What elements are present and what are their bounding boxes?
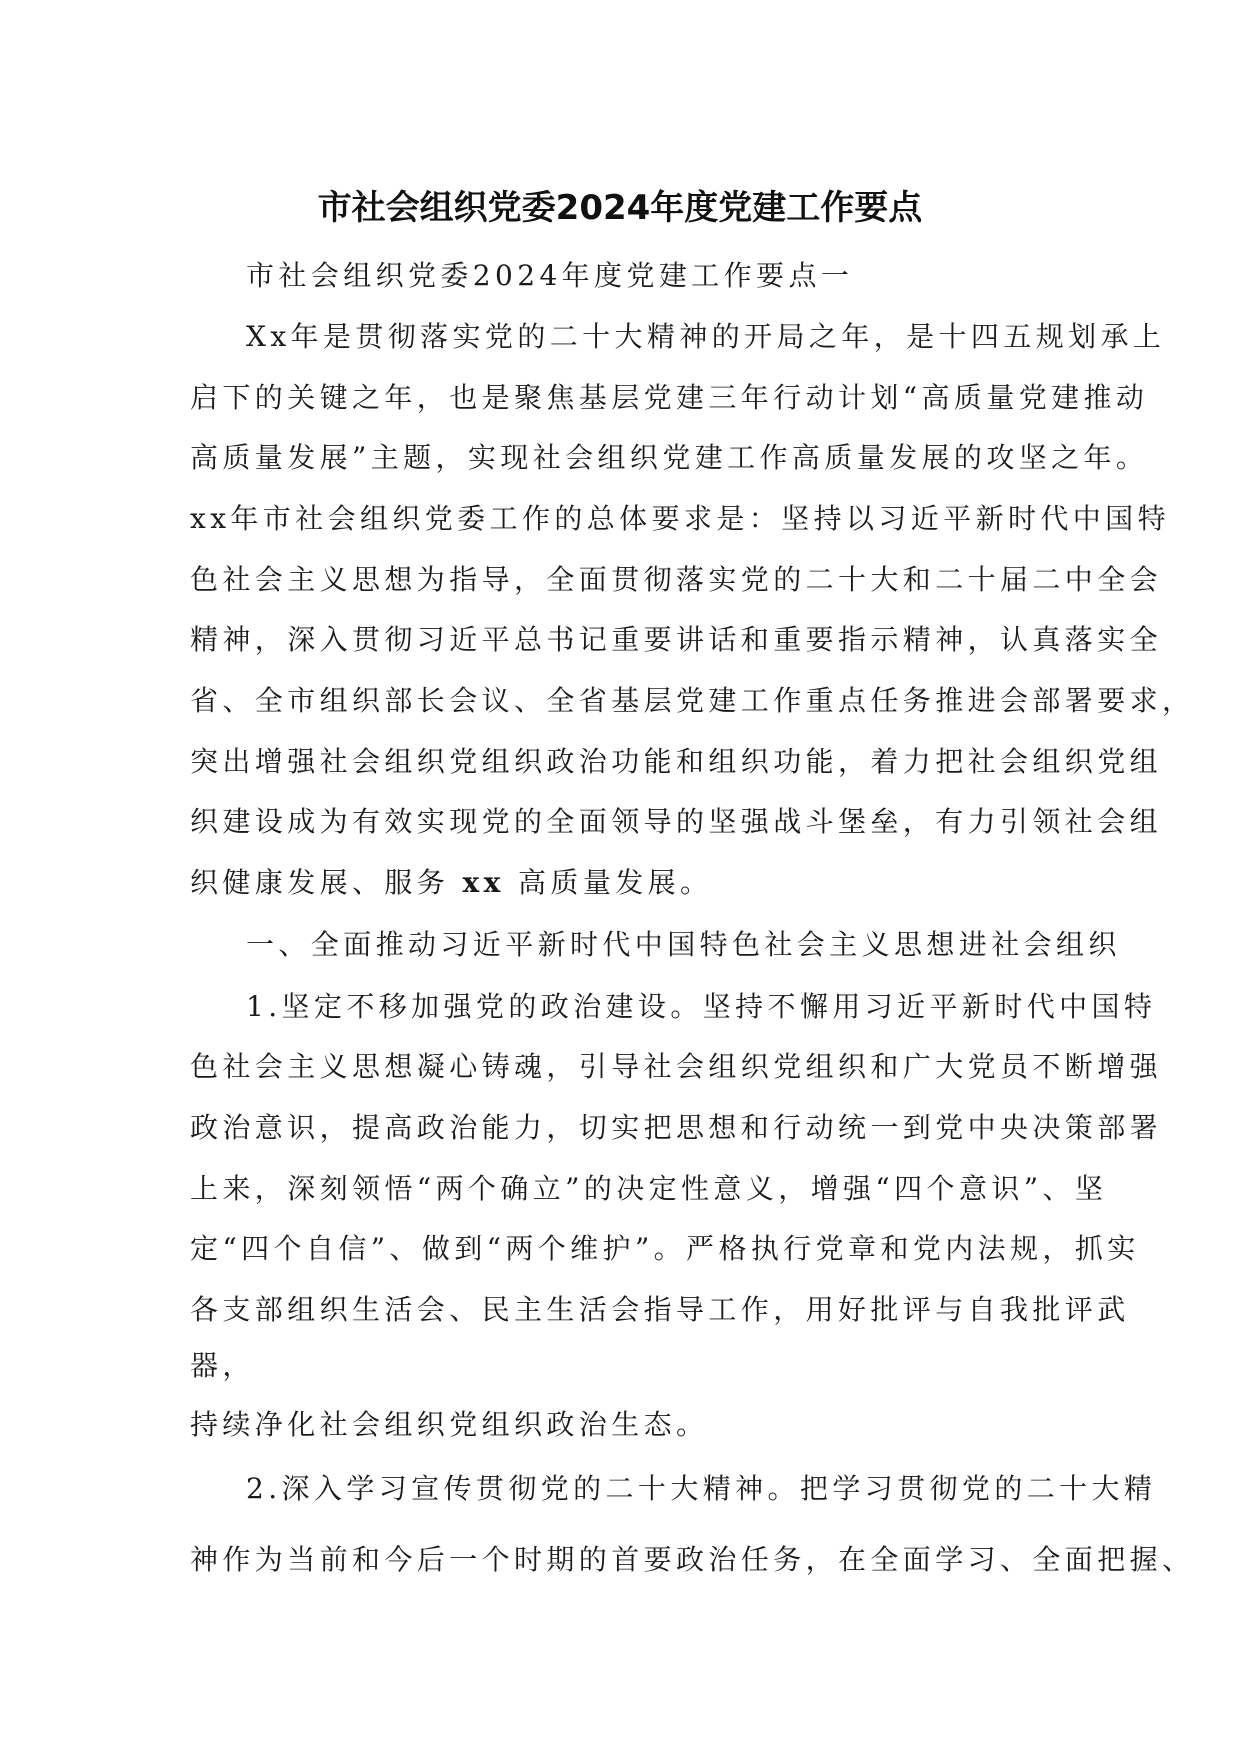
paragraph-2-line-5: 定“四个自信”、做到“两个维护”。严格执行党章和党内法规，抓实 [190, 1232, 1140, 1265]
paragraph-1-line-5: 色社会主义思想为指导，全面贯彻落实党的二十大和二十届二中全会 [190, 563, 1163, 596]
paragraph-1-line-10-placeholder: xx [462, 866, 505, 899]
paragraph-2-line-1: 1.坚定不移加强党的政治建设。坚持不懈用习近平新时代中国特 [246, 990, 1157, 1023]
paragraph-3-line-1: 2.深入学习宣传贯彻党的二十大精神。把学习贯彻党的二十大精 [246, 1472, 1157, 1505]
paragraph-1-line-4: xx年市社会组织党委工作的总体要求是：坚持以习近平新时代中国特 [190, 502, 1170, 535]
paragraph-1-line-10 [190, 866, 713, 899]
paragraph-1-line-6: 精神，深入贯彻习近平总书记重要讲话和重要指示精神，认真落实全 [190, 623, 1163, 656]
paragraph-1-line-10-start: 织健康发展、服务 [190, 866, 450, 899]
paragraph-1-line-8: 突出增强社会组织党组织政治功能和组织功能，着力把社会组织党组 [190, 745, 1163, 778]
paragraph-1-line-3: 高质量发展”主题，实现社会组织党建工作高质量发展的攻坚之年。 [190, 441, 1149, 474]
paragraph-2-line-6: 各支部组织生活会、民主生活会指导工作，用好批评与自我批评武 [190, 1293, 1130, 1326]
paragraph-2-line-8: 持续净化社会组织党组织政治生态。 [190, 1408, 709, 1441]
paragraph-2-line-3: 政治意识，提高政治能力，切实把思想和行动统一到党中央决策部署 [190, 1111, 1163, 1144]
paragraph-3-line-2: 神作为当前和今后一个时期的首要政治任务，在全面学习、全面把握、 [190, 1543, 1195, 1576]
paragraph-1-line-9: 织建设成为有效实现党的全面领导的坚强战斗堡垒，有力引领社会组 [190, 805, 1163, 838]
document-title: 市社会组织党委2024年度党建工作要点 [317, 188, 923, 228]
paragraph-1-line-2: 启下的关键之年，也是聚焦基层党建三年行动计划“高质量党建推动 [190, 381, 1149, 414]
document-subtitle: 市社会组织党委2024年度党建工作要点一 [246, 259, 854, 292]
paragraph-1-line-7: 省、全市组织部长会议、全省基层党建工作重点任务推进会部署要求， [190, 684, 1195, 717]
paragraph-1-line-1: Xx年是贯彻落实党的二十大精神的开局之年，是十四五规划承上 [246, 320, 1166, 353]
section-heading-1: 一、全面推动习近平新时代中国特色社会主义思想进社会组织 [246, 928, 1121, 961]
paragraph-2-line-4: 上来，深刻领悟“两个确立”的决定性意义，增强“四个意识”、坚 [190, 1172, 1108, 1205]
paragraph-2-line-7: 器， [190, 1349, 255, 1382]
paragraph-2-line-2: 色社会主义思想凝心铸魂，引导社会组织党组织和广大党员不断增强 [190, 1050, 1163, 1083]
paragraph-1-line-10-end: 高质量发展。 [518, 866, 713, 899]
